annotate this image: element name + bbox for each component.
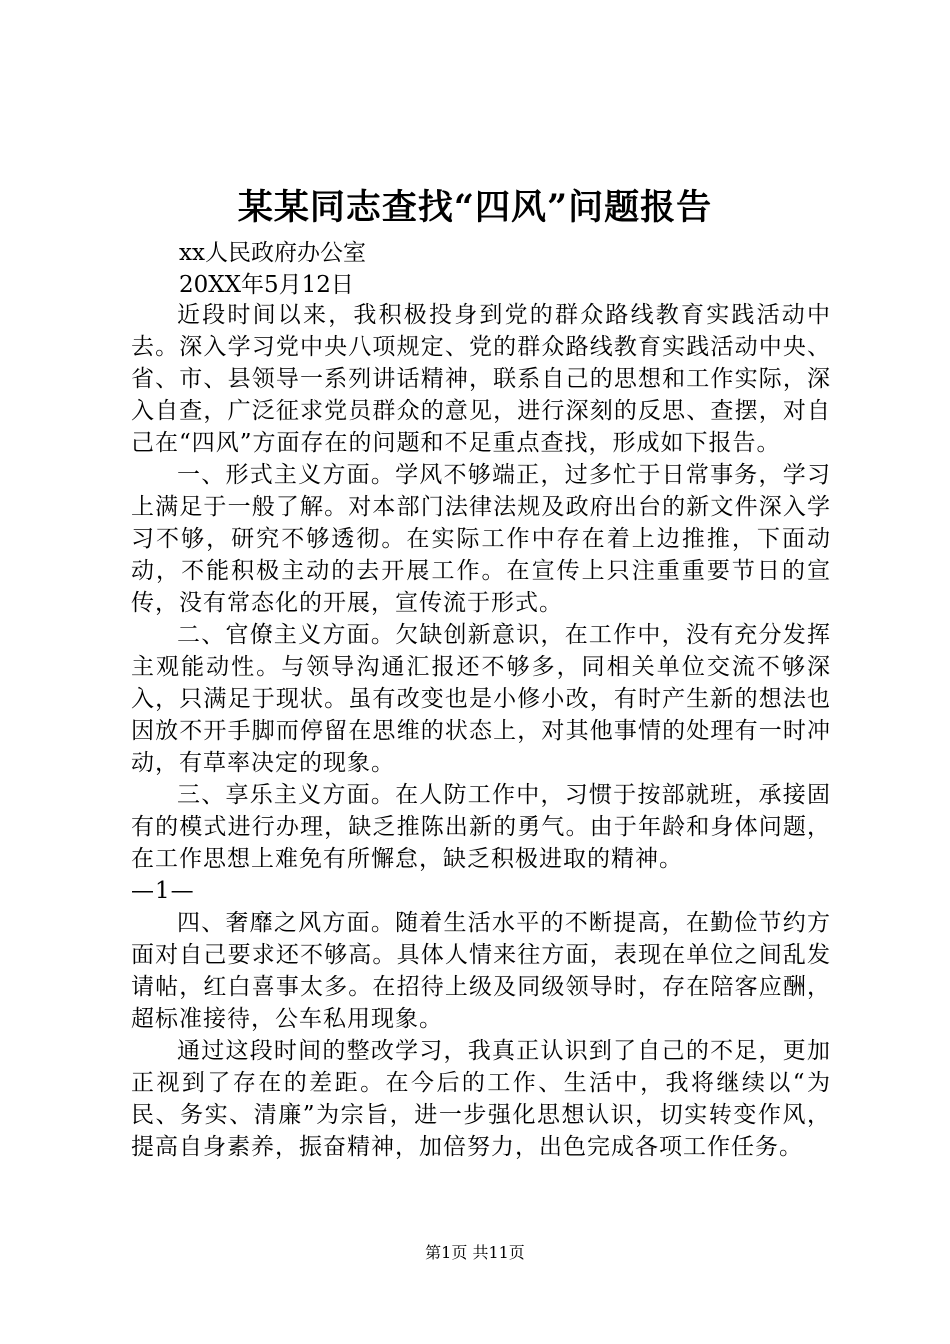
extravagance-paragraph: 四、奢靡之风方面。随着生活水平的不断提高，在勤俭节约方面对自己要求还不够高。具体人情来往方面，表现在单位之间乱发请帖，红白喜事太多。在招待上级及同级领导时，存在陪客应酬，超标准接待，公车私用现象。 [131, 910, 831, 1032]
conclusion-paragraph: 通过这段时间的整改学习，我真正认识到了自己的不足，更加正视到了存在的差距。在今后的工作、生活中，我将继续以“为民、务实、清廉”为宗旨，进一步强化思想认识，切实转变作风，提高自身素养，振奋精神，加倍努力，出色完成各项工作任务。 [131, 1038, 831, 1160]
page-footer: 第1页 共11页 [425, 1243, 525, 1262]
intro-paragraph: 近段时间以来，我积极投身到党的群众路线教育实践活动中去。深入学习党中央八项规定、党的群众路线教育实践活动中央、省、市、县领导一系列讲话精神，联系自己的思想和工作实际，深入自查，广泛征求党员群众的意见，进行深刻的反思、查摆，对自己在“四风”方面存在的问题和不足重点查找，形成如下报告。 [131, 302, 831, 456]
document-date: 20XX年5月12日 [179, 272, 354, 298]
hedonism-paragraph: 三、享乐主义方面。在人防工作中，习惯于按部就班，承接固有的模式进行办理，缺乏推陈出新的勇气。由于年龄和身体问题，在工作思想上难免有所懈怠，缺乏积极进取的精神。 [131, 782, 831, 872]
issuing-organization: xx人民政府办公室 [179, 240, 366, 266]
formalism-paragraph: 一、形式主义方面。学风不够端正，过多忙于日常事务，学习上满足于一般了解。对本部门法律法规及政府出台的新文件深入学习不够，研究不够透彻。在实际工作中存在着上边推推，下面动动，不能积极主动的去开展工作。在宣传上只注重重要节日的宣传，没有常态化的开展，宣传流于形式。 [131, 462, 831, 616]
document-title: 某某同志查找“四风”问题报告 [237, 187, 713, 228]
document-body [131, 299, 831, 1163]
inline-page-marker: —1— [131, 878, 195, 904]
bureaucratism-paragraph: 二、官僚主义方面。欠缺创新意识，在工作中，没有充分发挥主观能动性。与领导沟通汇报还不够多，同相关单位交流不够深入，只满足于现状。虽有改变也是小修小改，有时产生新的想法也因放不开手脚而停留在思维的状态上，对其他事情的处理有一时冲动，有草率决定的现象。 [131, 622, 831, 776]
